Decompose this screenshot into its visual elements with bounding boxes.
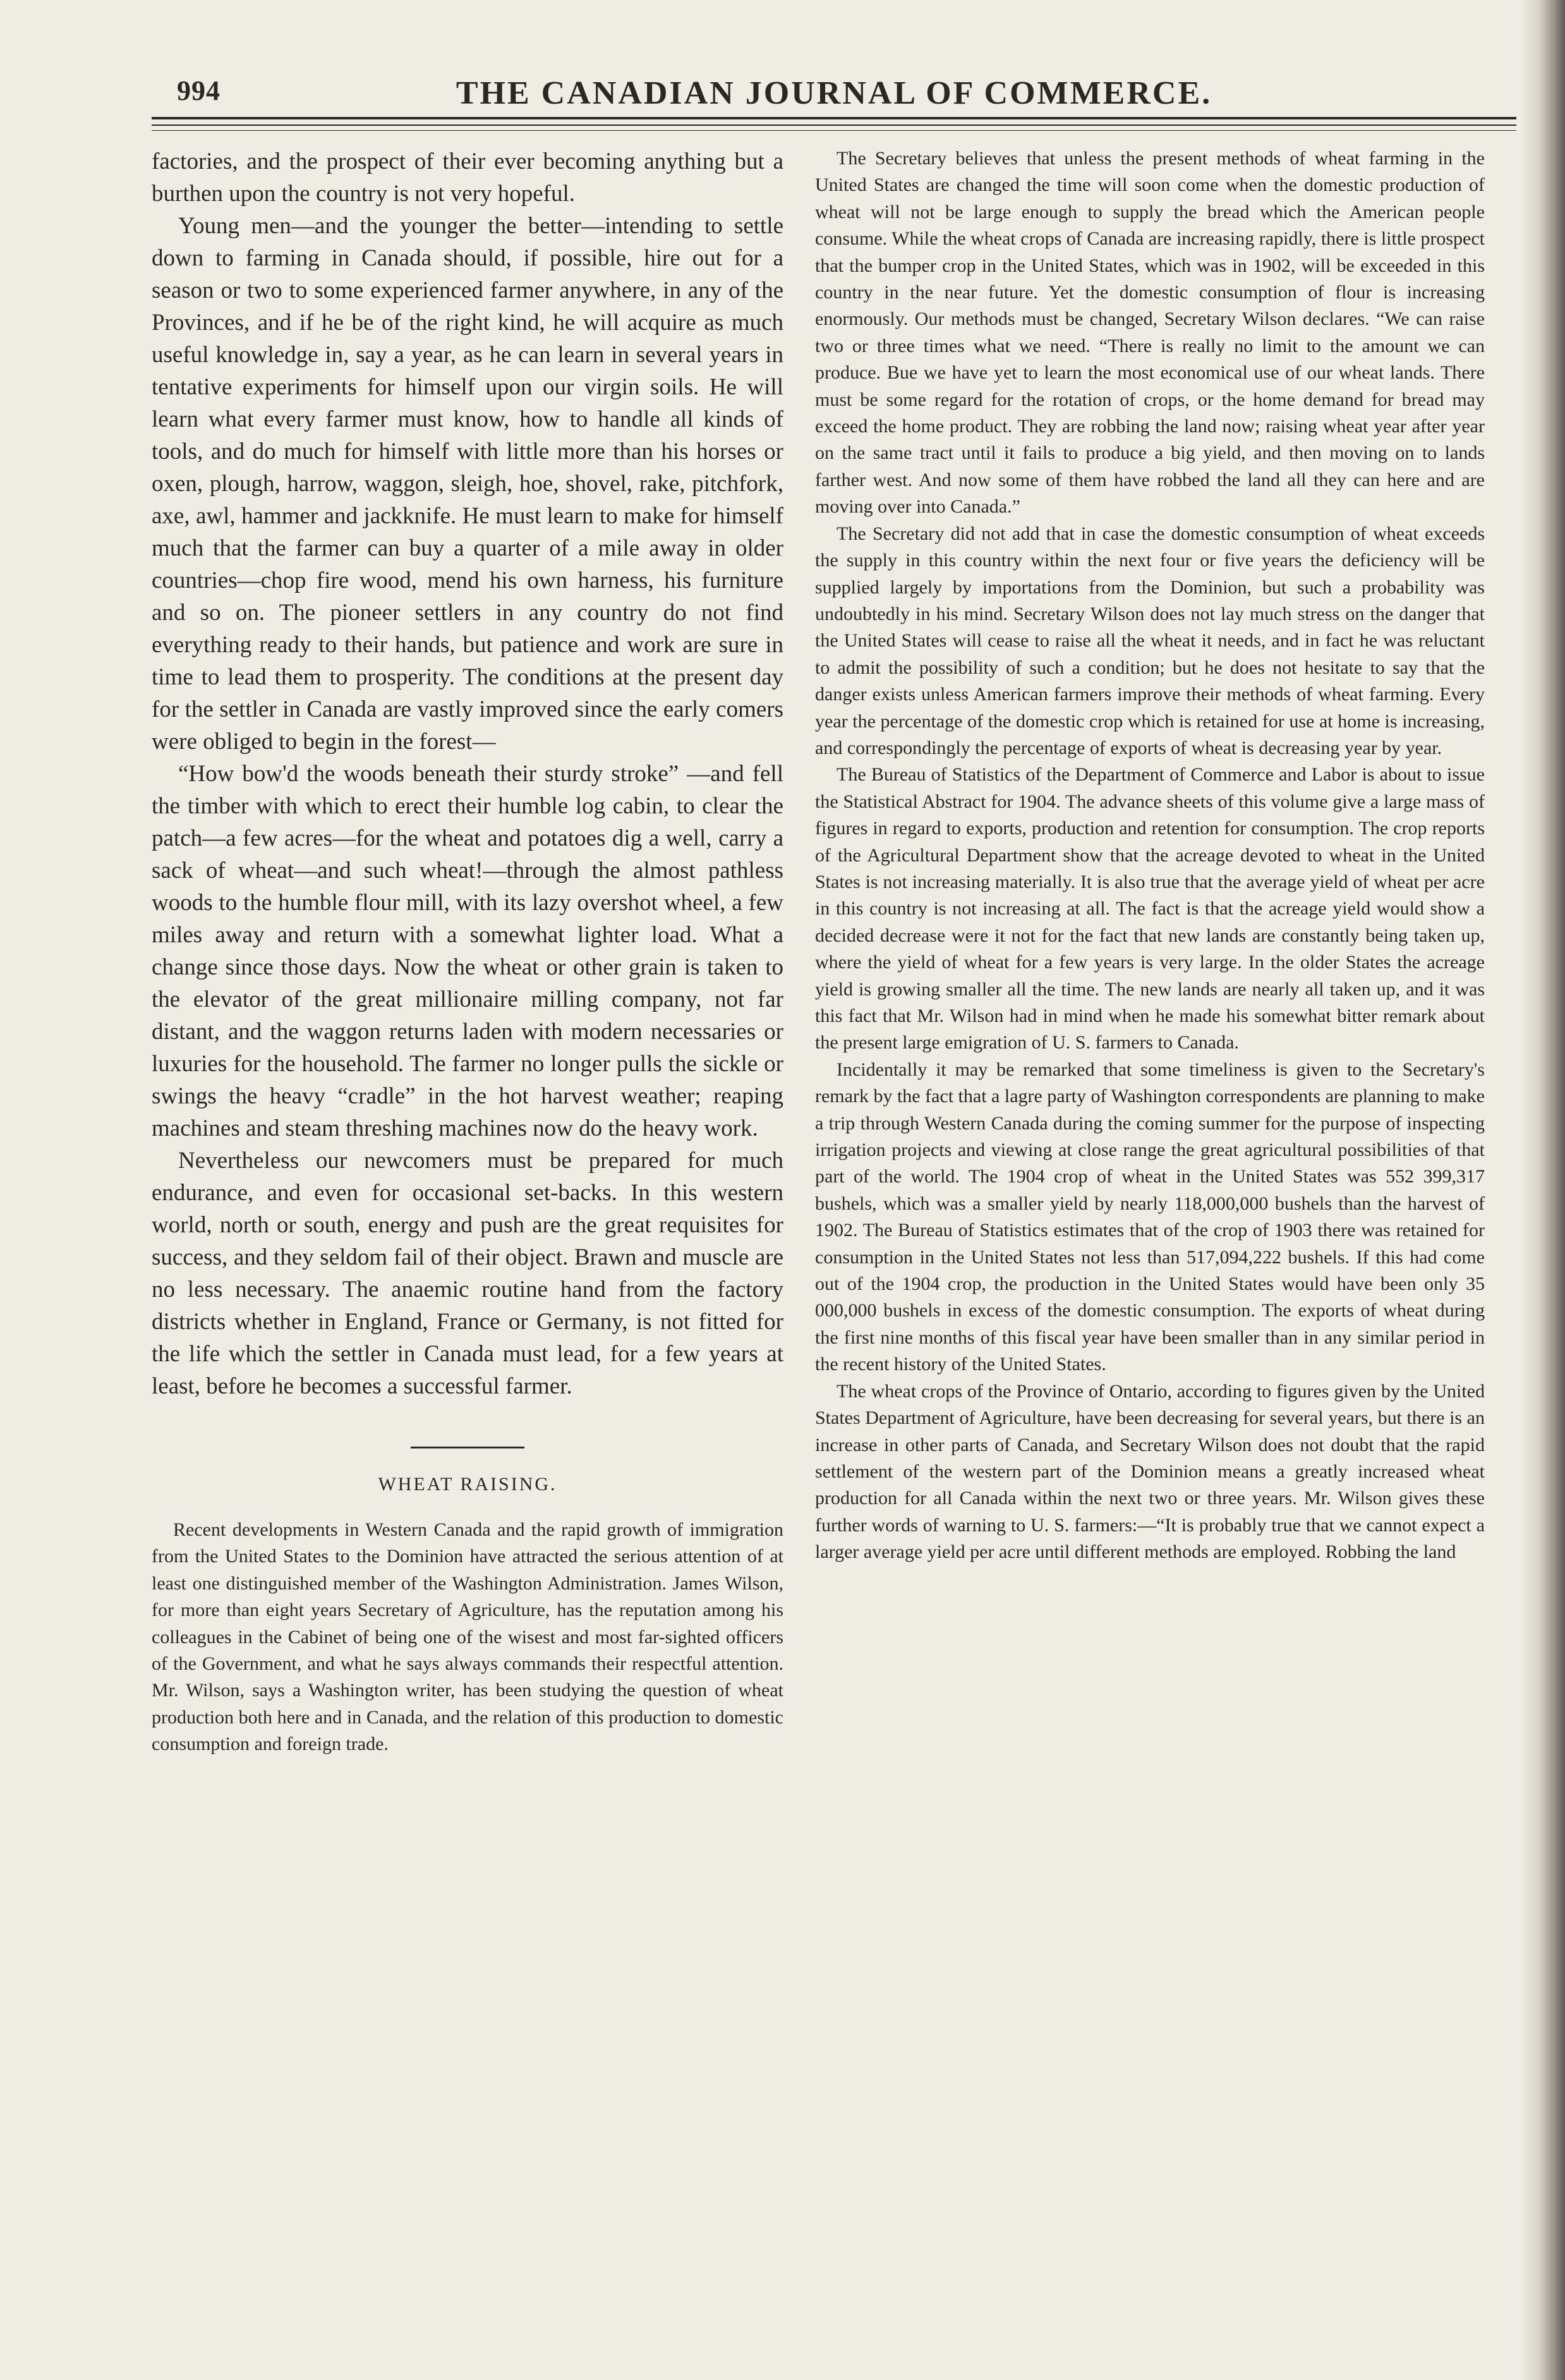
paragraph: Incidentally it may be remarked that some timeliness is given to the Secretary's remark by the fact that a lagre party of Washington correspondents are planning to make a trip through Western Canada during the coming summer for the purpose of inspecting irrigation projects and viewing at close range the great agricultural possibilities of that part of the world. The 1904 crop of wheat in the United States was 552 399,317 bushels, which was a smaller yield by nearly 118,000,000 bushels than the harvest of 1902. The Bureau of Statistics estimates that of the crop of 1903 there was retained for consumption in the United States not less than 517,094,222 bushels. If this had come out of the 1904 crop, the production in the United States would have been only 35 000,000 bushels in excess of the domestic consumption. The exports of wheat during the first nine months of this fiscal year have been smaller than in any similar period in the recent history of the United States. — [815, 1059, 1485, 1375]
page-edge-shadow — [1521, 0, 1565, 2380]
right-column — [815, 145, 1485, 2256]
paragraph: “How bow'd the woods beneath their sturdy stroke” —and fell the timber with which to erect their humble log cabin, to clear the patch—a few acres—for the wheat and potatoes dig a well, carry a sack of wheat—and such wheat!—through the almost pathless woods to the humble flour mill, with its lazy overshot wheel, a few miles away and return with a somewhat lighter load. What a change since those days. Now the wheat or other grain is taken to the elevator of the great millionaire milling company, not far distant, and the waggon returns laden with modern necessaries or luxuries for the household. The farmer no longer pulls the sickle or swings the heavy “cradle” in the hot harvest weather; reaping machines and steam threshing machines now do the heavy work. — [152, 761, 783, 1141]
header-rule-thin — [152, 130, 1516, 131]
paragraph: factories, and the prospect of their ever becoming anything but a burthen upon the country is not very hopeful. — [152, 149, 783, 207]
page-number: 994 — [177, 75, 221, 106]
paragraph: Recent developments in Western Canada and the rapid growth of immigration from the United States to the Dominion have attracted the serious attention of at least one distinguished member of the Washington Administration. James Wilson, for more than eight years Secretary of Agriculture, has the reputation among his colleagues in the Cabinet of being one of the wisest and most far-sighted officers of the Government, and what he says always commands their respectful attention. Mr. Wilson, says a Washington writer, has been studying the question of wheat production both here and in Canada, and the relation of this production to domestic consumption and foreign trade. — [152, 1519, 783, 1755]
paragraph: The Secretary did not add that in case the domestic consumption of wheat exceeds the supply in this country within the next four or five years the deficiency will be supplied largely by importations from the Dominion, but such a probability was undoubtedly in his mind. Secretary Wilson does not lay much stress on the danger that the United States will cease to raise all the wheat it needs, and in fact he was reluctant to admit the possibility of such a condition; but he does not hesitate to say that the danger exists unless American farmers improve their methods of wheat farming. Every year the percentage of the domestic crop which is retained for use at home is increasing, and correspondingly the percentage of exports of wheat is decreasing year by year. — [815, 523, 1485, 758]
journal-title: THE CANADIAN JOURNAL OF COMMERCE. — [456, 75, 1212, 111]
paragraph: Young men—and the younger the better—intending to settle down to farming in Canada should, if possible, hire out for a season or two to some experienced farmer anywhere, in any of the Provinces, and if he be of the right kind, he will acquire as much useful knowledge in, say a year, as he can learn in several years in tentative experiments for himself upon our virgin soils. He will learn what every farmer must know, how to handle all kinds of tools, and do much for himself with little more than his horses or oxen, plough, harrow, waggon, sleigh, hoe, shovel, rake, pitchfork, axe, awl, hammer and jackknife. He must learn to make for himself much that the farmer can buy a quarter of a mile away in older countries—chop fire wood, mend his own harness, his furniture and so on. The pioneer settlers in any country do not find everything ready to their hands, but patience and work are sure in time to lead them to prosperity. The conditions at the present day for the settler in Canada are vastly improved since the early comers were obliged to begin in the forest— — [152, 213, 783, 755]
paragraph: The Secretary believes that unless the present methods of wheat farming in the United States are changed the time will soon come when the domestic production of wheat will not be large enough to supply the bread which the American people consume. While the wheat crops of Canada are increasing rapidly, there is little prospect that the bumper crop in the United States, which was in 1902, will be exceeded in this country in the near future. Yet the domestic consumption of flour is increasing enormously. Our methods must be changed, Secretary Wilson declares. “We can raise two or three times what we need. “There is really no limit to the amount we can produce. Bue we have yet to learn the most economical use of our wheat lands. There must be some regard for the rotation of crops, or the home demand for bread may exceed the home product. They are robbing the land now; raising wheat year after year on the same tract until it fails to produce a big yield, and then moving on to lands farther west. And now some of them have robbed the land all they can here and are moving over into Canada.” — [815, 148, 1485, 518]
section-title: WHEAT RAISING. — [378, 1474, 557, 1495]
page-header — [152, 70, 1516, 114]
left-column — [152, 145, 783, 2231]
header-rule-middle — [152, 124, 1516, 126]
paragraph: The Bureau of Statistics of the Department of Commerce and Labor is about to issue the Statistical Abstract for 1904. The advance sheets of this volume give a large mass of figures in regard to exports, production and retention for consumption. The crop reports of the Agricultural Department show that the acreage devoted to wheat in the United States is not increasing materially. It is also true that the average yield of wheat per acre in this country is not increasing at all. The fact is that the acreage yield would show a decided decrease were it not for the fact that new lands are constantly being taken up, where the yield of wheat for a few years is very large. In the older States the acreage yield is growing smaller all the time. The new lands are nearly all taken up, and it was this fact that Mr. Wilson had in mind when he made his somewhat bitter remark about the present large emigration of U. S. farmers to Canada. — [815, 764, 1485, 1053]
paragraph: Nevertheless our newcomers must be prepared for much endurance, and even for occasional set-backs. In this western world, north or south, energy and push are the great requisites for success, and they seldom fail of their object. Brawn and muscle are no less necessary. The anaemic routine hand from the factory districts whether in England, France or Germany, is not fitted for the life which the settler in Canada must lead, for a few years at least, before he becomes a successful farmer. — [152, 1148, 783, 1399]
paragraph: The wheat crops of the Province of Ontario, according to figures given by the United States Department of Agriculture, have been decreasing for several years, but there is an increase in other parts of Canada, and Secretary Wilson does not doubt that the rapid settlement of the western part of the Dominion means a greatly increased wheat production for all Canada within the next two or three years. Mr. Wilson gives these further words of warning to U. S. farmers:—“It is probably true that we cannot expect a larger average yield per acre until different methods are employed. Robbing the land — [815, 1380, 1485, 1563]
section-divider — [411, 1447, 524, 1448]
header-rule-thick — [152, 117, 1516, 119]
